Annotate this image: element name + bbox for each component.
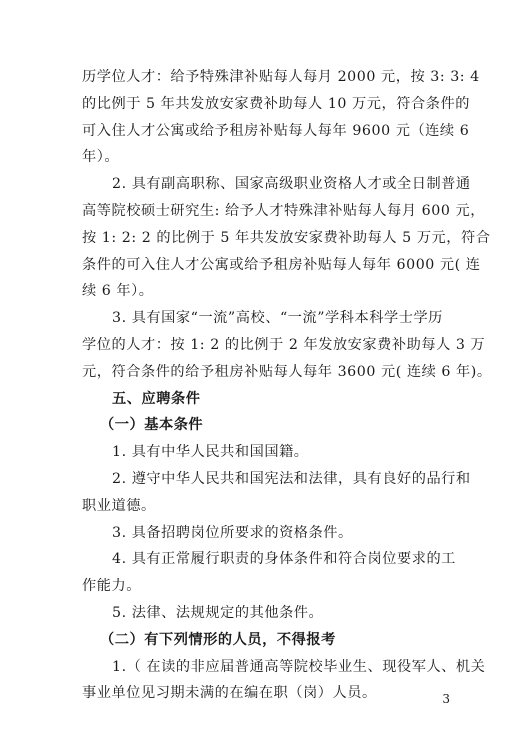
text-line: 高等院校硕士研究生: 给予人才特殊津补贴每人每月 600 元， — [82, 203, 485, 219]
text-line: 3. 具有国家“一流”高校、“一流”学科本科学士学历 — [112, 310, 443, 327]
text-line: 2. 遵守中华人民共和国宪法和法律，具有良好的品行和 — [112, 471, 471, 487]
text-line: 4. 具有正常履行职责的身体条件和符合岗位要求的工 — [112, 551, 456, 568]
section-heading-text: 五、应聘条件 — [112, 390, 201, 407]
text-line: 按 1: 2: 2 的比例于 5 年共发放安家费补助每人 5 万元，符合 — [82, 229, 491, 246]
text-line: 学位的人才：按 1: 2 的比例于 2 年发放安家费补助每人 3 万 — [82, 337, 486, 353]
text-line: 事业单位见习期未满的在编在职（岗）人员。 — [82, 685, 377, 702]
text-line: 1.（ 在读的非应届普通高等院校毕业生、现役军人、机关 — [112, 658, 486, 675]
text-line: 的比例于 5 年共发放安家费补助每人 10 万元，符合条件的 — [82, 95, 470, 112]
text-line: 可入住人才公寓或给予租房补贴每人每年 9600 元（连续 6 — [82, 122, 470, 139]
text-line: 年）。 — [82, 149, 120, 166]
text-line: 5. 法律、法规规定的其他条件。 — [112, 605, 324, 621]
text-line: 元，符合条件的给予租房补贴每人每年 3600 元( 连续 6 年)。 — [82, 363, 492, 380]
text-line: 续 6 年）。 — [82, 283, 154, 300]
page-number: 3 — [442, 692, 450, 706]
text-line: 职业道德。 — [82, 497, 156, 514]
subsection-heading-text: （一）基本条件 — [100, 417, 204, 434]
subsection-heading-text: （二）有下列情形的人员，不得报考 — [100, 631, 336, 648]
text-line: 1. 具有中华人民共和国国籍。 — [112, 444, 309, 461]
text-line: 作能力。 — [82, 578, 141, 595]
text-line: 2. 具有副高职称、国家高级职业资格人才或全日制普通 — [112, 176, 471, 193]
text-line: 历学位人才：给予特殊津补贴每人每月 2000 元，按 3: 3: 4 — [82, 69, 480, 85]
text-line: 条件的可入住人才公寓或给予租房补贴每人每年 6000 元( 连 — [82, 256, 481, 273]
text-line: 3. 具备招聘岗位所要求的资格条件。 — [112, 524, 353, 541]
